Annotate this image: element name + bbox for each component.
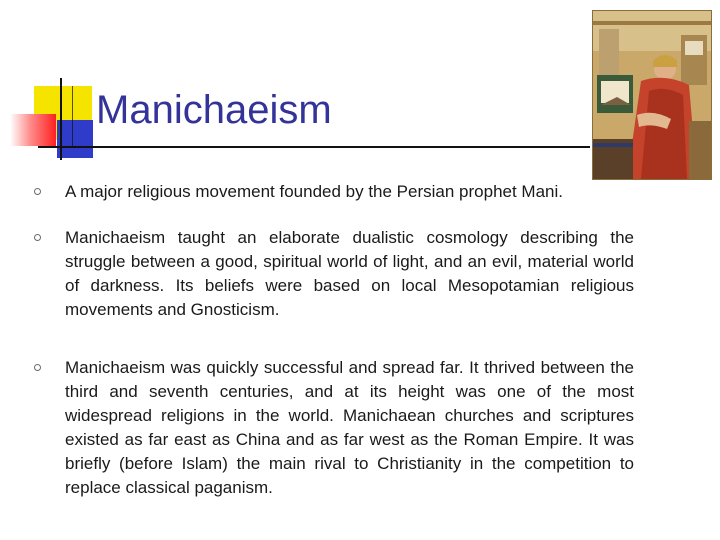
- bullet-list: [34, 180, 634, 500]
- decor-vertical-line: [60, 78, 62, 160]
- decor-red-square: [10, 114, 56, 146]
- bullet-item: [34, 356, 634, 500]
- bullet-marker-icon: [34, 234, 41, 241]
- bullet-marker-icon: [34, 188, 41, 195]
- title-underline: [38, 146, 590, 148]
- slide-title: Manichaeism: [96, 88, 332, 132]
- decor-blue-square: [57, 120, 93, 158]
- bullet-item: [34, 180, 634, 204]
- bullet-text: Manichaeism taught an elaborate dualistic cosmology describing the struggle between a good, spiritual world of light, and an evil, material world of darkness. Its beliefs were based on local Mesopotamian religious movements and Gnosticism.: [65, 228, 634, 319]
- decor-vertical-line-thin: [72, 86, 73, 148]
- bullet-text: Manichaeism was quickly successful and spread far. It thrived between the third and seventh centuries, and at its height was one of the most widespread religions in the world. Manichaean churches and scriptures existed as far east as China and as far west as the Roman Empire. It was briefly (before Islam) the main rival to Christianity in the competition to replace classical paganism.: [65, 358, 634, 497]
- bullet-item: [34, 226, 634, 322]
- bullet-marker-icon: [34, 364, 41, 371]
- saint-augustine-painting: [592, 10, 712, 180]
- bullet-text: A major religious movement founded by the Persian prophet Mani.: [65, 182, 563, 201]
